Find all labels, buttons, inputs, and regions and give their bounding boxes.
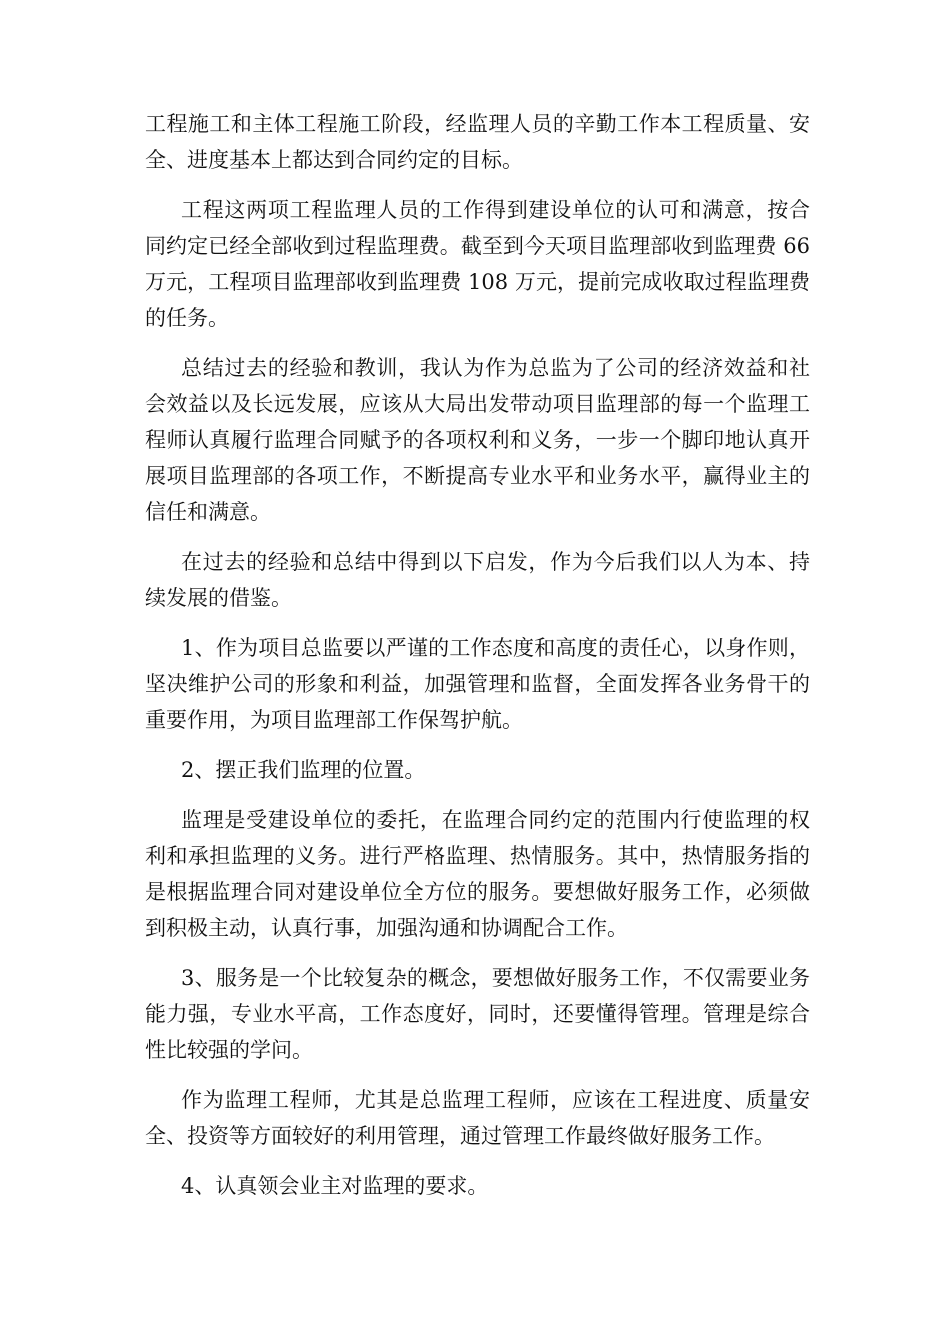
paragraph-1: 工程施工和主体工程施工阶段，经监理人员的辛勤工作本工程质量、安全、进度基本上都达到合同约定的目标。: [145, 112, 810, 172]
paragraph-2: 工程这两项工程监理人员的工作得到建设单位的认可和满意，按合同约定已经全部收到过程监理费。截至到今天项目监理部收到监理费 66 万元，工程项目监理部收到监理费 108 万元，提前完成收取过程监理费的任务。: [145, 198, 810, 330]
paragraph-10: 4、认真领会业主对监理的要求。: [181, 1174, 489, 1198]
paragraph-4: 在过去的经验和总结中得到以下启发，作为今后我们以人为本、持续发展的借鉴。: [145, 550, 810, 610]
paragraph-7: 监理是受建设单位的委托，在监理合同约定的范围内行使监理的权利和承担监理的义务。进行严格监理、热情服务。其中，热情服务指的是根据监理合同对建设单位全方位的服务。要想做好服务工作，必须做到积极主动，认真行事，加强沟通和协调配合工作。: [145, 808, 810, 940]
paragraph-8: 3、服务是一个比较复杂的概念，要想做好服务工作，不仅需要业务能力强，专业水平高，工作态度好，同时，还要懂得管理。管理是综合性比较强的学问。: [145, 966, 810, 1062]
paragraph-6: 2、摆正我们监理的位置。: [181, 758, 426, 782]
document-body: [145, 106, 810, 1218]
paragraph-9: 作为监理工程师，尤其是总监理工程师，应该在工程进度、质量安全、投资等方面较好的利用管理，通过管理工作最终做好服务工作。: [145, 1088, 810, 1148]
paragraph-5: 1、作为项目总监要以严谨的工作态度和高度的责任心，以身作则，坚决维护公司的形象和利益，加强管理和监督，全面发挥各业务骨干的重要作用，为项目监理部工作保驾护航。: [145, 636, 810, 732]
paragraph-3: 总结过去的经验和教训，我认为作为总监为了公司的经济效益和社会效益以及长远发展，应该从大局出发带动项目监理部的每一个监理工程师认真履行监理合同赋予的各项权利和义务，一步一个脚印地认真开展项目监理部的各项工作，不断提高专业水平和业务水平，赢得业主的信任和满意。: [145, 356, 810, 524]
